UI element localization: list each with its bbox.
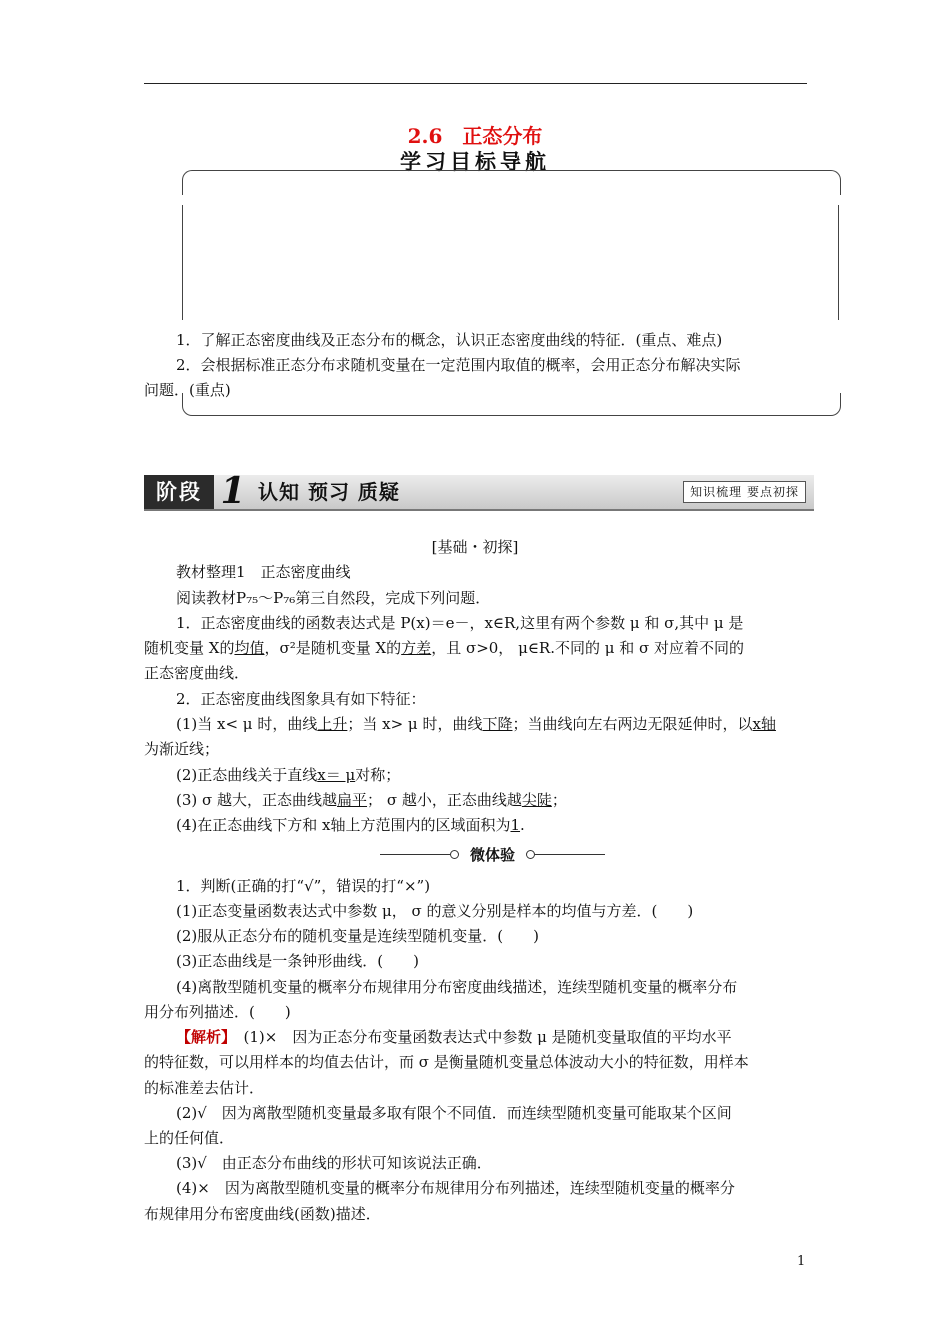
topic-line: 教材整理1 正态密度曲线	[176, 563, 351, 581]
objective-2: 2．会根据标准正态分布求随机变量在一定范围内取值的概率，会用正态分布解决实际	[176, 356, 741, 374]
stage-number: 1	[220, 470, 246, 512]
analysis-label: 【解析】	[176, 1028, 229, 1046]
feature-1-line-2: 为渐近线；	[144, 740, 220, 758]
analysis-3: (3)√ 由正态分布曲线的形状可知该说法正确．	[176, 1154, 492, 1172]
box-left-edge	[182, 205, 183, 320]
practice-dot-right-icon	[526, 850, 535, 859]
point-2: 2．正态密度曲线图象具有如下特征：	[176, 690, 426, 708]
page-number: 1	[797, 1254, 806, 1269]
point-1-line-3: 正态密度曲线．	[144, 664, 250, 682]
feature-1-line-1: (1)当 x< μ 时，曲线上升；当 x> μ 时，曲线下降；当曲线向左右两边无限延伸时，以x轴	[176, 715, 776, 733]
question-1: (1)正态变量函数表达式中参数 μ， σ 的意义分别是样本的均值与方差．( )	[176, 902, 694, 920]
question-intro: 1．判断(正确的打“√”，错误的打“×”)	[176, 877, 431, 895]
practice-rule-right	[535, 854, 605, 855]
stage-title: 认知 预习 质疑	[258, 480, 400, 504]
analysis-2-line-2: 上的任何值．	[144, 1129, 235, 1147]
question-2: (2)服从正态分布的随机变量是连续型随机变量．( )	[176, 927, 539, 945]
analysis-2-line-1: (2)√ 因为离散型随机变量最多取有限个不同值．而连续型随机变量可能取某个区间	[176, 1104, 732, 1122]
analysis-1-line-2: 的特征数，可以用样本的均值去估计，而 σ 是衡量随机变量总体波动大小的特征数，用样本	[144, 1053, 749, 1071]
box-right-edge	[838, 205, 839, 320]
objective-2-cont: 问题．(重点)	[144, 381, 231, 399]
point-1-line-2: 随机变量 X的均值，σ²是随机变量 X的方差，且 σ>0， μ∈R.不同的 μ 和 σ 对应着不同的	[144, 639, 745, 657]
practice-heading: 微体验	[469, 846, 515, 864]
practice-heading-block	[380, 845, 605, 865]
analysis-1-line-3: 的标准差去估计．	[144, 1079, 265, 1097]
feature-4: (4)在正态曲线下方和 x轴上方范围内的区域面积为1.	[176, 816, 525, 834]
read-instruction: 阅读教材P₇₅～P₇₆第三自然段，完成下列问题．	[176, 589, 491, 607]
analysis-1-line-1: 【解析】 (1)× 因为正态分布变量函数表达式中参数 μ 是随机变量取值的平均水平	[176, 1028, 732, 1046]
feature-2: (2)正态曲线关于直线x＝ μ对称；	[176, 766, 401, 784]
analysis-4-line-2: 布规律用分布密度曲线(函数)描述．	[144, 1205, 381, 1223]
stage-label: 阶段	[144, 475, 214, 509]
question-4-line-2: 用分布列描述．( )	[144, 1003, 291, 1021]
stage-tag: 知识梳理 要点初探	[683, 481, 806, 503]
stage-banner	[144, 470, 814, 512]
question-3: (3)正态曲线是一条钟形曲线．( )	[176, 952, 419, 970]
question-4-line-1: (4)离散型随机变量的概率分布规律用分布密度曲线描述，连续型随机变量的概率分布	[176, 978, 738, 996]
objectives-heading: 学习目标导航	[400, 149, 550, 174]
feature-3: (3) σ 越大，正态曲线越扁平； σ 越小，正态曲线越尖陡；	[176, 791, 567, 809]
header-rule	[144, 83, 807, 84]
objective-1: 1．了解正态密度曲线及正态分布的概念，认识正态密度曲线的特征．(重点、难点)	[176, 331, 723, 349]
objectives-box-top	[182, 170, 841, 195]
section-heading: [基础・初探]	[431, 538, 519, 556]
analysis-4-line-1: (4)× 因为离散型随机变量的概率分布规律用分布列描述，连续型随机变量的概率分	[176, 1179, 735, 1197]
point-1-line-1: 1．正态密度曲线的函数表达式是 P(x)＝e－，x∈R,这里有两个参数 μ 和 σ,其中 μ 是	[176, 614, 744, 632]
objectives-box-bottom	[182, 393, 841, 416]
page-title: 2.6 正态分布	[407, 124, 543, 148]
